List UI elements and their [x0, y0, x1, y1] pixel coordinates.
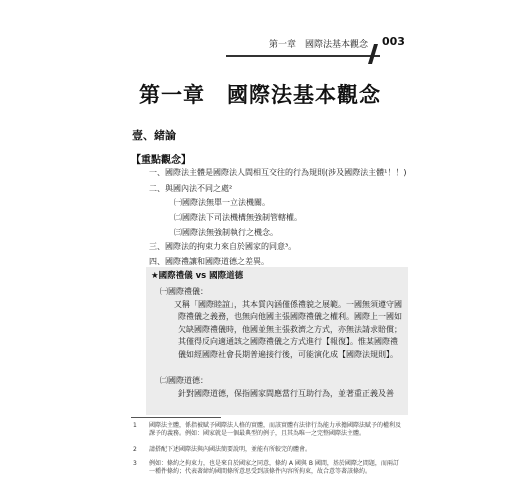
page-number: 003 — [382, 35, 405, 48]
footnote-2-number: 2 — [133, 446, 137, 453]
section-title: 壹、緒論 — [132, 129, 176, 142]
box-heading: ★國際禮儀 vs 國際道德 — [151, 271, 244, 281]
header-rule — [226, 55, 380, 57]
point-1: 一、國際法主體是國際法人間相互交往的行為規則(涉及國際法主體¹！！) — [149, 168, 407, 177]
sub-point-1: ㈠國際法無單一立法機關。 — [174, 198, 270, 207]
footnote-1-number: 1 — [133, 422, 137, 429]
footnote-2-text: 請搭配下述國際法與內國法簡要說明，並能有所較完的體會。 — [149, 446, 312, 453]
footnote-3-number: 3 — [133, 460, 137, 467]
point-4: 四、國際禮讓和國際道德之差異。 — [149, 257, 269, 266]
point-3: 三、國際法的拘束力來自於國家的同意³。 — [149, 242, 297, 251]
footnote-1-text: 國際法主體，係指被賦予國際法人格的實體，而該實體有法律行為能力承擔國際法賦予的權利及課予的義務。例如：國家就是一個最典型的例子，且其為唯一之完整國際法主體。 — [149, 422, 402, 438]
sub-point-2: ㈡國際法下司法機構無強制管轄權。 — [174, 213, 302, 222]
running-header-chapter: 第一章 國際法基本觀念 — [268, 40, 368, 50]
box-body-1: 又稱「國際睦誼」，其本質內涵僅係禮貌之展範。一國無須遵守國際禮儀之義務，也無向他國主張國際禮儀之權利。國際上一國如欠缺國際禮儀時，他國並無主張救濟之方式，亦無法請求賠償；其僅得反向適通該之國際禮儀之方式進行【報復】。惟某國際禮儀如經國際社會長期普遍接行後，可能演化成【國際法規則】。 — [174, 300, 402, 359]
point-2: 二、與國內法不同之處² — [149, 184, 233, 193]
footnote-3-text: 例如：條約之拘束力，也是來自於國家之同意，條約 A 國與 B 國間，基於國際之間題，而兩訂一種件條約；代表著締約國間條所意思受到該條件內容所拘束，故合意等著該條約。 — [149, 460, 399, 476]
header-slash-mark — [368, 44, 378, 64]
box-subheading-1: ㈠國際禮儀： — [160, 287, 208, 296]
focus-label: 【重點觀念】 — [131, 155, 191, 166]
box-body-2: 針對國際道德，保指國家間應當行互助行為，並著重正義及善 — [178, 389, 394, 398]
box-subheading-2: ㈡國際道德： — [160, 376, 208, 385]
footnote-rule — [131, 417, 221, 418]
sub-point-3: ㈢國際法無強制執行之機念。 — [174, 228, 278, 237]
chapter-title: 第一章 國際法基本觀念 — [139, 82, 381, 107]
